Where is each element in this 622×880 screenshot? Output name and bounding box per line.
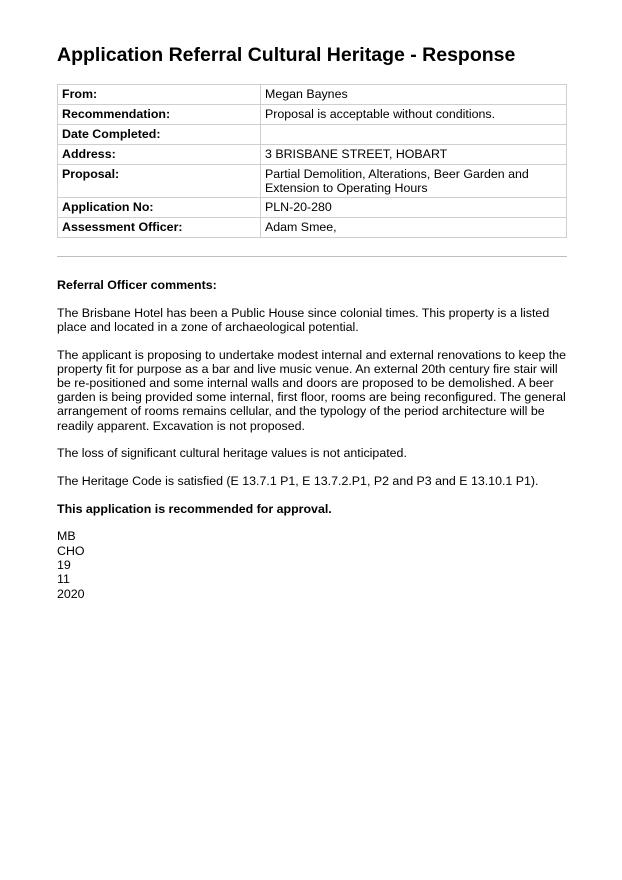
field-label-recommendation: Recommendation: [58, 105, 261, 125]
table-row [58, 145, 567, 165]
table-row [58, 218, 567, 238]
signature-block [57, 529, 567, 600]
table-row [58, 125, 567, 145]
field-label-from: From: [58, 85, 261, 105]
signature-month: 11 [57, 572, 70, 587]
field-label-proposal: Proposal: [58, 165, 261, 198]
field-label-assessment-officer: Assessment Officer: [58, 218, 261, 238]
signature-day: 19 [57, 558, 71, 573]
field-value-proposal: Partial Demolition, Alterations, Beer Garden and Extension to Operating Hours [261, 165, 567, 198]
referral-details-table [57, 84, 567, 238]
comment-paragraph: The Heritage Code is satisfied (E 13.7.1 P1, E 13.7.2.P1, P2 and P3 and E 13.10.1 P1). [57, 474, 539, 489]
comment-paragraph: The loss of significant cultural heritage values is not anticipated. [57, 446, 407, 461]
comments-heading: Referral Officer comments: [57, 278, 217, 292]
section-divider [57, 256, 567, 257]
field-value-address: 3 BRISBANE STREET, HOBART [261, 145, 567, 165]
comment-paragraph: The Brisbane Hotel has been a Public House since colonial times. This property is a listed place and located in a zone of archaeological potential. [57, 305, 550, 334]
table-row [58, 85, 567, 105]
table-row [58, 198, 567, 218]
field-label-application-no: Application No: [58, 198, 261, 218]
field-label-date-completed: Date Completed: [58, 125, 261, 145]
table-row [58, 165, 567, 198]
field-value-assessment-officer: Adam Smee, [261, 218, 567, 238]
table-row [58, 105, 567, 125]
signature-initials: MB [57, 529, 76, 544]
field-value-from: Megan Baynes [261, 85, 567, 105]
field-value-application-no: PLN-20-280 [261, 198, 567, 218]
field-value-recommendation: Proposal is acceptable without conditions. [261, 105, 567, 125]
approval-recommendation: This application is recommended for approval. [57, 501, 332, 516]
field-label-address: Address: [58, 145, 261, 165]
page-title: Application Referral Cultural Heritage - Response [57, 44, 516, 66]
referral-comments [57, 278, 567, 601]
field-value-date-completed [261, 125, 567, 145]
comment-paragraph: The applicant is proposing to undertake modest internal and external renovations to keep the property fit for purpose as a bar and live music venue. An external 20th century fire stair will be re-positioned and some internal walls and doors are proposed to be demolished. A beer garden is being provided some internal, first floor, rooms are being reconfigured. The general arrangement of rooms remains cellular, and the typology of the period architecture will be readily apparent. Excavation is not proposed. [57, 347, 567, 433]
signature-year: 2020 [57, 586, 85, 601]
signature-role: CHO [57, 543, 85, 558]
